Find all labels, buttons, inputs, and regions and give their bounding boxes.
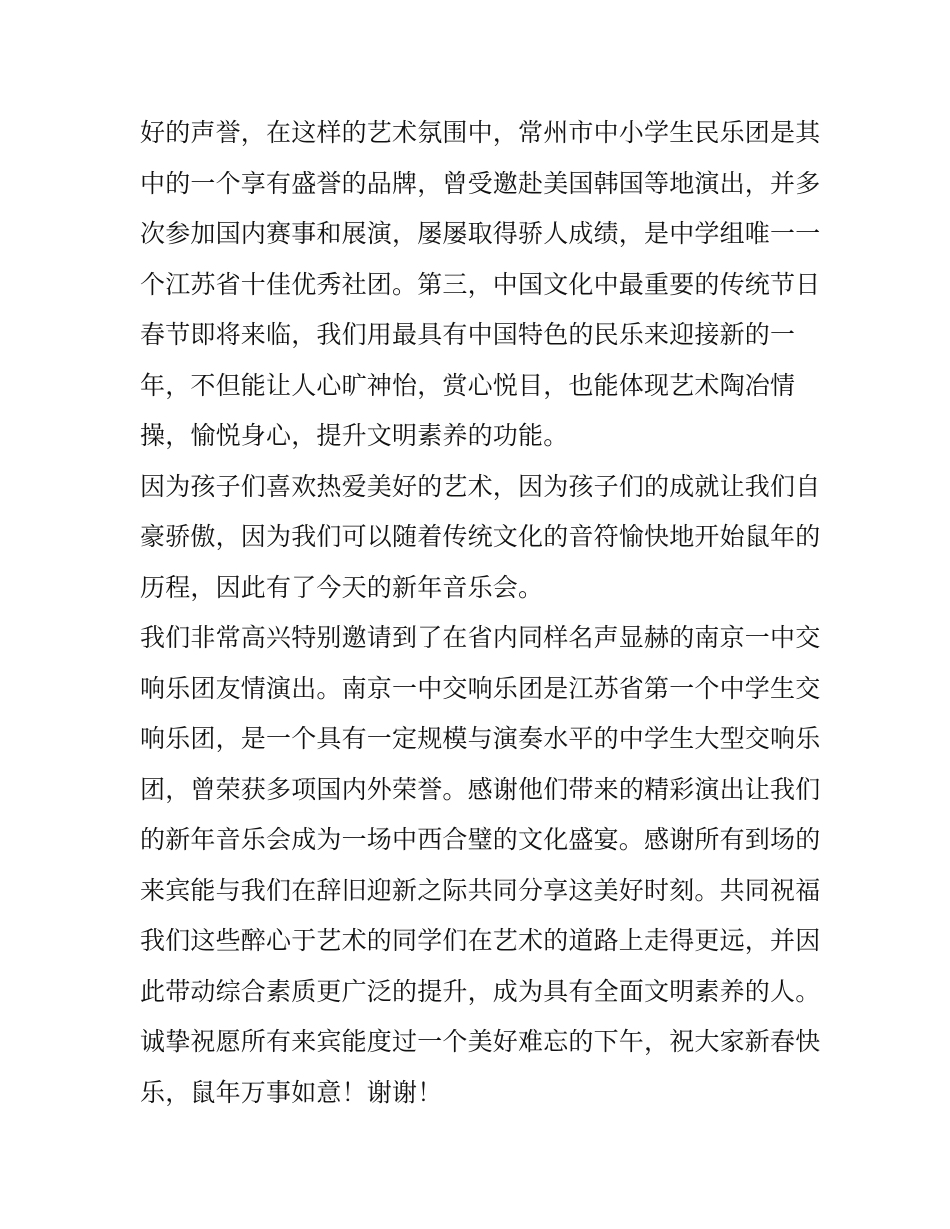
- text-line: 年，不但能让人心旷神怡，赏心悦目，也能体现艺术陶冶情: [140, 370, 796, 400]
- text-line: 我们这些醉心于艺术的同学们在艺术的道路上走得更远，并因: [140, 926, 821, 955]
- text-line: 豪骄傲，因为我们可以随着传统文化的音符愉快地开始鼠年的: [140, 522, 821, 551]
- text-line: 中的一个享有盛誉的品牌，曾受邀赴美国韩国等地演出，并多: [140, 168, 821, 198]
- text-line: 好的声誉，在这样的艺术氛围中，常州市中小学生民乐团是其: [140, 118, 821, 147]
- text-line: 响乐团友情演出。南京一中交响乐团是江苏省第一个中学生交: [140, 673, 821, 703]
- text-line: 春节即将来临，我们用最具有中国特色的民乐来迎接新的一: [140, 320, 796, 349]
- text-line: 来宾能与我们在辞旧迎新之际共同分享这美好时刻。共同祝福: [140, 875, 821, 905]
- text-line: 个江苏省十佳优秀社团。第三，中国文化中最重要的传统节日: [140, 269, 821, 299]
- text-line: 操，愉悦身心，提升文明素养的功能。: [140, 421, 569, 450]
- document-body: [140, 108, 820, 1118]
- text-line: 我们非常高兴特别邀请到了在省内同样名声显赫的南京一中交: [140, 623, 821, 652]
- text-line: 的新年音乐会成为一场中西合璧的文化盛宴。感谢所有到场的: [140, 825, 821, 854]
- text-line: 乐，鼠年万事如意！谢谢！: [140, 1077, 443, 1107]
- text-line: 历程，因此有了今天的新年音乐会。: [140, 572, 544, 602]
- text-line: 诚挚祝愿所有来宾能度过一个美好难忘的下午，祝大家新春快: [140, 1027, 821, 1056]
- text-line: 此带动综合素质更广泛的提升，成为具有全面文明素养的人。: [140, 976, 821, 1006]
- text-line: 因为孩子们喜欢热爱美好的艺术，因为孩子们的成就让我们自: [140, 471, 821, 501]
- text-line: 响乐团，是一个具有一定规模与演奏水平的中学生大型交响乐: [140, 724, 821, 753]
- text-line: 团，曾荣获多项国内外荣誉。感谢他们带来的精彩演出让我们: [140, 774, 821, 804]
- text-line: 次参加国内赛事和展演，屡屡取得骄人成绩，是中学组唯一一: [140, 219, 821, 248]
